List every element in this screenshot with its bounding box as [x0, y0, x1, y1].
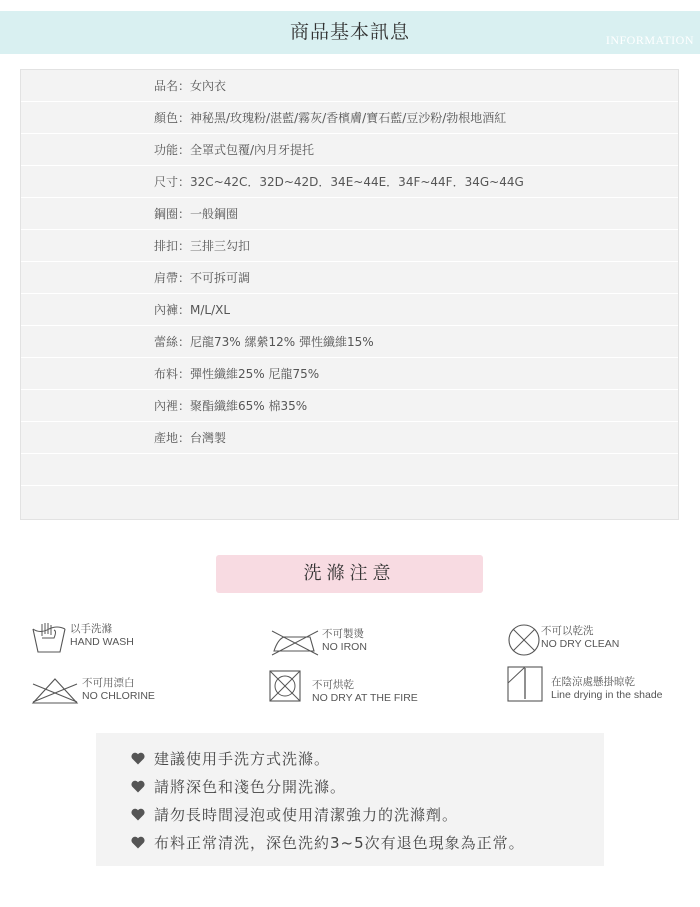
note-item: [131, 828, 604, 856]
care-label: [551, 676, 663, 702]
info-header-bar: [0, 11, 700, 54]
info-row: [21, 70, 678, 102]
care-label-cn: 不可用漂白: [82, 677, 135, 689]
info-row: [21, 326, 678, 358]
care-label-en: NO DRY AT THE FIRE: [312, 692, 418, 704]
info-row-text: 布料：彈性纖維25% 尼龍75%: [154, 367, 320, 381]
no-tumble-dry-icon: [268, 669, 302, 703]
note-text: 請將深色和淺色分開洗滌。: [154, 777, 347, 796]
info-row-empty: [21, 454, 678, 486]
info-row-text: 顏色：神秘黑/玫瑰粉/湛藍/霧灰/香檳膚/寶石藍/豆沙粉/勃根地酒紅: [154, 111, 507, 125]
care-label: [541, 625, 619, 651]
info-row-text: 內褲：M/L/XL: [154, 303, 231, 317]
info-row-text: 產地：台灣製: [154, 431, 227, 445]
info-row: [21, 422, 678, 454]
note-text: 布料正常清洗，深色洗約3~5次有退色現象為正常。: [154, 833, 525, 852]
heart-icon: [131, 752, 145, 765]
no-iron-icon: [268, 627, 320, 657]
heart-icon: [131, 808, 145, 821]
info-row-text: 內裡：聚酯纖維65% 棉35%: [154, 399, 308, 413]
info-row-text: 尺寸：32C~42C．32D~42D．34E~44E．34F~44F．34G~44G: [154, 175, 524, 189]
info-row-text: 鋼圈：一般鋼圈: [154, 207, 239, 221]
info-row-text: 排扣：三排三勾扣: [154, 239, 251, 253]
info-title: 商品基本訊息: [289, 21, 410, 43]
care-label: [82, 677, 155, 703]
no-dry-clean-icon: [507, 624, 545, 656]
care-title: 洗滌注意: [216, 555, 483, 593]
care-item-no-tumble-dry: [268, 669, 418, 705]
care-item-hand-wash: [30, 622, 134, 654]
info-row: [21, 358, 678, 390]
info-row-text: 品名：女內衣: [154, 79, 227, 93]
info-row: [21, 102, 678, 134]
info-row-text: 蕾絲：尼龍73% 縲縈12% 彈性纖維15%: [154, 335, 374, 349]
info-row-text: 肩帶：不可拆可調: [154, 271, 251, 285]
info-row: [21, 294, 678, 326]
note-item: [131, 800, 604, 828]
care-label: [312, 679, 418, 705]
care-item-no-chlorine: [30, 676, 155, 706]
note-item: [131, 772, 604, 800]
info-row-text: 功能：全罩式包覆/內月牙提托: [154, 143, 315, 157]
care-notes-box: [96, 733, 604, 866]
care-item-line-dry-shade: [507, 666, 663, 702]
no-chlorine-icon: [30, 676, 80, 706]
info-row: [21, 198, 678, 230]
hand-wash-icon: [30, 622, 68, 654]
care-label-cn: 不可製燙: [322, 628, 364, 640]
care-label-en: NO CHLORINE: [82, 690, 155, 702]
care-item-no-iron: [268, 627, 367, 657]
info-row: [21, 390, 678, 422]
info-row: [21, 166, 678, 198]
info-subtitle: INFORMATION: [605, 33, 694, 47]
note-item: [131, 744, 604, 772]
info-row: [21, 262, 678, 294]
care-label-en: NO IRON: [322, 641, 367, 653]
info-row: [21, 134, 678, 166]
care-label-en: NO DRY CLEAN: [541, 638, 620, 650]
care-label-cn: 以手洗滌: [70, 623, 112, 635]
care-label-cn: 不可烘乾: [312, 679, 354, 691]
note-text: 請勿長時間浸泡或使用清潔強力的洗滌劑。: [154, 805, 459, 824]
line-dry-shade-icon: [507, 666, 543, 702]
care-item-no-dry-clean: [507, 624, 619, 656]
care-label: [322, 628, 367, 654]
care-label-cn: 不可以乾洗: [541, 625, 594, 637]
info-row-empty: [21, 486, 678, 518]
care-label-en: Line drying in the shade: [551, 689, 663, 701]
heart-icon: [131, 836, 145, 849]
care-label: [70, 623, 134, 649]
heart-icon: [131, 780, 145, 793]
info-row: [21, 230, 678, 262]
product-info-table: [20, 69, 679, 520]
care-label-cn: 在陰涼處懸掛晾乾: [551, 676, 635, 688]
care-label-en: HAND WASH: [70, 636, 134, 648]
note-text: 建議使用手洗方式洗滌。: [154, 749, 331, 768]
